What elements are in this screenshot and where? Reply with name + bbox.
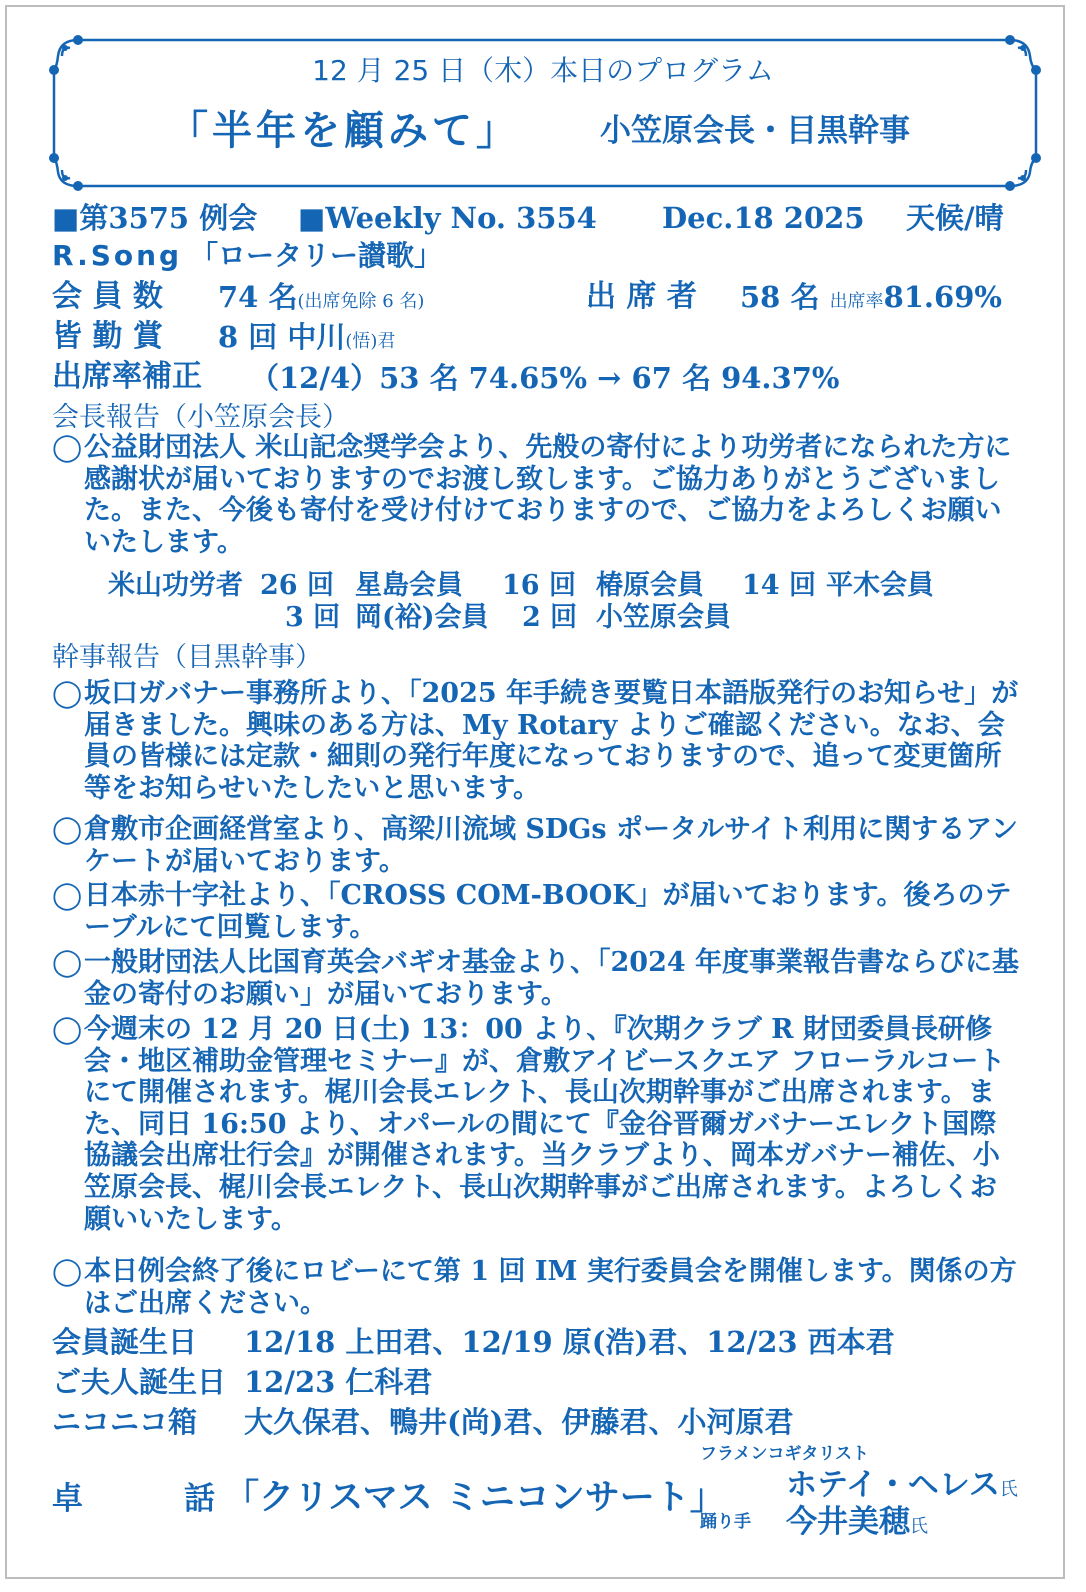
secretary-report-item: ◯ 本日例会終了後にロビーにて第 1 回 IM 実行委員会を開催します。関係の方はご出席ください。 <box>52 1256 1017 1319</box>
program-speakers: 小笠原会長・目黒幹事 <box>600 113 910 149</box>
performer-name-2: 今井美穂氏 <box>786 1504 928 1540</box>
program-title: 「半年を顧みて」 <box>168 107 520 154</box>
talk-label-2: 話 <box>184 1481 215 1517</box>
president-report-item: ◯ 公益財団法人 米山記念奨学会より、先般の寄付により功労者になられた方に感謝状が届いておりますのでお渡し致します。ご協力ありがとうございました。また、今後も寄付を受け付けておりますので、ご協力をよろしくお願いいたします。 <box>52 432 1012 558</box>
secretary-report-item: ◯ 一般財団法人比国育英会バギオ基金より、「2024 年度事業報告書ならびに基金の寄付のお願い」が届いております。 <box>52 947 1020 1010</box>
perfect-attendance-label: 皆 勤 賞 <box>52 319 163 354</box>
performer-name-1: ホテイ・ヘレス氏 <box>786 1467 1018 1503</box>
secretary-report-heading: 幹事報告（目黒幹事） <box>52 642 322 673</box>
attendance-value: 58 名 出席率81.69% <box>740 280 1002 314</box>
meeting-number: ■第3575 例会 <box>52 201 258 235</box>
nico-box-value: 大久保君、鴨井(尚)君、伊藤君、小河原君 <box>244 1405 794 1439</box>
bullet-icon: ◯ <box>52 880 83 911</box>
bullet-icon: ◯ <box>52 1256 83 1287</box>
perfect-attendance-value: 8 回 中川(悟)君 <box>218 320 396 354</box>
bullet-icon: ◯ <box>52 678 83 709</box>
secretary-report-item: ◯ 日本赤十字社より、「CROSS COM-BOOK」が届いております。後ろのテーブルにて回覧します。 <box>52 880 1012 943</box>
attendance-correction-value: （12/4）53 名 74.65% → 67 名 94.37% <box>250 361 840 395</box>
song-title: 「ロータリー讃歌」 <box>190 239 443 272</box>
rate-value: 81.69% <box>883 280 1002 314</box>
member-birthday-label: 会員誕生日 <box>52 1325 198 1359</box>
spouse-birthday-label: ご夫人誕生日 <box>52 1365 227 1399</box>
attendance-label: 出 席 者 <box>586 279 697 314</box>
performer-role-1: フラメンコギタリスト <box>700 1444 869 1464</box>
president-report-heading: 会長報告（小笠原会長） <box>52 402 349 433</box>
member-birthday-value: 12/18 上田君、12/19 原(浩)君、12/23 西本君 <box>244 1325 895 1359</box>
members-note: (出席免除 6 名) <box>297 291 425 312</box>
nico-box-label: ニコニコ箱 <box>52 1405 198 1439</box>
talk-label-1: 卓 <box>52 1481 83 1517</box>
secretary-report-item: ◯ 倉敷市企画経営室より、高梁川流域 SDGs ポータルサイト利用に関するアンケートが届いております。 <box>52 814 1018 877</box>
members-label: 会 員 数 <box>52 279 163 314</box>
song-label: R.Song <box>52 239 183 272</box>
members-value: 74 名(出席免除 6 名) <box>218 280 425 314</box>
weather: 天候/晴 <box>906 201 1004 235</box>
rate-label: 出席率 <box>829 291 884 312</box>
secretary-report-item: ◯ 坂口ガバナー事務所より、「2025 年手続き要覧日本語版発行のお知らせ」が届きました。興味のある方は、My Rotary よりご確認ください。なお、会員の皆様には定款・細則の発行年度になっておりますので、追って変更箇所等をお知らせいたしたいと思います。 <box>52 678 1019 804</box>
program-frame <box>0 0 1086 200</box>
bullet-icon: ◯ <box>52 432 83 463</box>
weekly-number: ■Weekly No. 3554 <box>298 201 597 235</box>
bullet-icon: ◯ <box>52 1014 83 1045</box>
performer-role-2: 踊り手 <box>700 1512 751 1532</box>
bullet-icon: ◯ <box>52 814 83 845</box>
secretary-report-item: ◯ 今週末の 12 月 20 日(土) 13：00 より、『次期クラブ R 財団委員長研修会・地区補助金管理セミナー』が、倉敷アイビースクエア フローラルコートにて開催されます。梶川会長エレクト、長山次期幹事がご出席されます。また、同日 16:50 より、オパールの間にて『金谷晋爾ガバナーエレクト国際協議会出席壮行会』が開催されます。当クラブより、岡本ガバナー補佐、小笠原会長、梶川会長エレクト、長山次期幹事がご出席されます。よろしくお願いいたします。 <box>52 1014 1006 1235</box>
meeting-date: Dec.18 2025 <box>662 201 865 235</box>
talk-title: 「クリスマス ミニコンサート」 <box>224 1477 725 1518</box>
program-date-line: 12 月 25 日（木）本日のプログラム <box>312 54 774 87</box>
bullet-icon: ◯ <box>52 947 83 978</box>
attendance-correction-label: 出席率補正 <box>52 359 202 394</box>
spouse-birthday-value: 12/23 仁科君 <box>244 1365 433 1399</box>
